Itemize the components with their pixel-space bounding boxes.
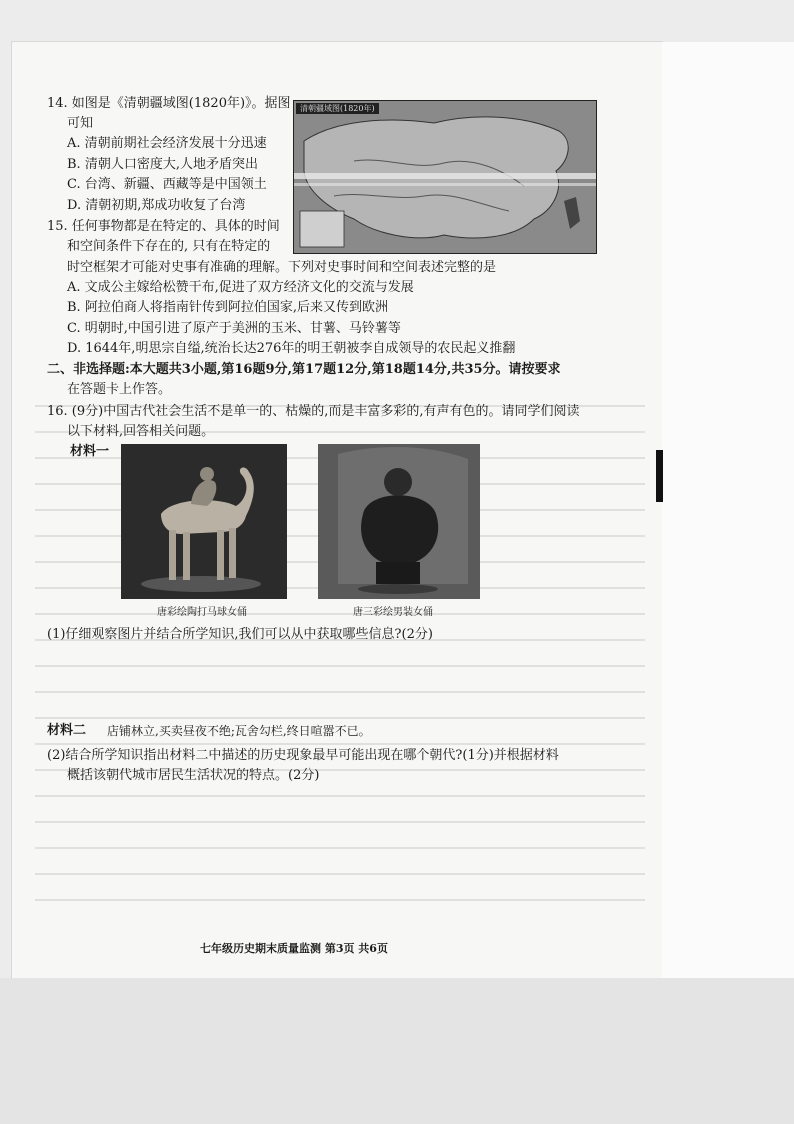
caption-sancai-figurine: 唐三彩绘男装女俑 [353, 607, 433, 618]
qing-territory-map [293, 100, 597, 254]
q16-sub2-line2: 概括该朝代城市居民生活状况的特点。(2分) [67, 768, 320, 783]
map-title: 清朝疆域图(1820年) [296, 103, 379, 114]
q16-stem-line1: 16. (9分)中国古代社会生活不是单一的、枯燥的,而是丰富多彩的,有声有色的。请同学们阅读 [47, 404, 580, 419]
q14-option-d: D. 清朝初期,郑成功收复了台湾 [67, 198, 246, 213]
sancai-figurine-photo [318, 444, 480, 599]
q15-stem-line2: 和空间条件下存在的, 只有在特定的 [67, 239, 271, 254]
binding-mark [656, 450, 663, 502]
polo-figurine-photo [121, 444, 287, 599]
scan-background [0, 978, 794, 1124]
page-footer: 七年级历史期末质量监测 第3页 共6页 [200, 942, 388, 955]
map-image [294, 101, 596, 253]
q15-option-a: A. 文成公主嫁给松赞干布,促进了双方经济文化的交流与发展 [67, 280, 414, 295]
q14-option-a: A. 清朝前期社会经济发展十分迅速 [67, 136, 267, 151]
page-margin [662, 42, 794, 978]
q15-stem-line1: 15. 任何事物都是在特定的、具体的时间 [47, 219, 280, 234]
q16-sub1: (1)仔细观察图片并结合所学知识,我们可以从中获取哪些信息?(2分) [47, 627, 433, 642]
q14-stem-cont: 可知 [67, 116, 94, 131]
section2-heading-cont: 在答题卡上作答。 [67, 382, 172, 397]
q15-option-b: B. 阿拉伯商人将指南针传到阿拉伯国家,后来又传到欧洲 [67, 300, 388, 315]
material2-label: 材料二 [47, 723, 87, 738]
figurine-image-left [121, 444, 287, 599]
material1-label: 材料一 [70, 444, 110, 459]
material2-text: 店铺林立,买卖昼夜不绝;瓦舍勾栏,终日喧嚣不已。 [107, 724, 371, 738]
q14-stem: 14. 如图是《清朝疆域图(1820年)》。据图 [47, 96, 291, 111]
q16-sub2-line1: (2)结合所学知识指出材料二中描述的历史现象最早可能出现在哪个朝代?(1分)并根据材料 [47, 748, 559, 763]
caption-polo-figurine: 唐彩绘陶打马球女俑 [157, 607, 247, 618]
q14-option-c: C. 台湾、新疆、西藏等是中国领土 [67, 177, 267, 192]
section2-heading: 二、非选择题:本大题共3小题,第16题9分,第17题12分,第18题14分,共35分。请按要求 [47, 362, 561, 377]
figurine-image-right [318, 444, 480, 599]
q15-stem-line3: 时空框架才可能对史事有准确的理解。下列对史事时间和空间表述完整的是 [67, 260, 497, 275]
q15-option-d: D. 1644年,明思宗自缢,统治长达276年的明王朝被李自成领导的农民起义推翻 [67, 341, 516, 356]
q16-stem-line2: 以下材料,回答相关问题。 [67, 424, 215, 439]
q14-option-b: B. 清朝人口密度大,人地矛盾突出 [67, 157, 258, 172]
q15-option-c: C. 明朝时,中国引进了原产于美洲的玉米、甘薯、马铃薯等 [67, 321, 401, 336]
